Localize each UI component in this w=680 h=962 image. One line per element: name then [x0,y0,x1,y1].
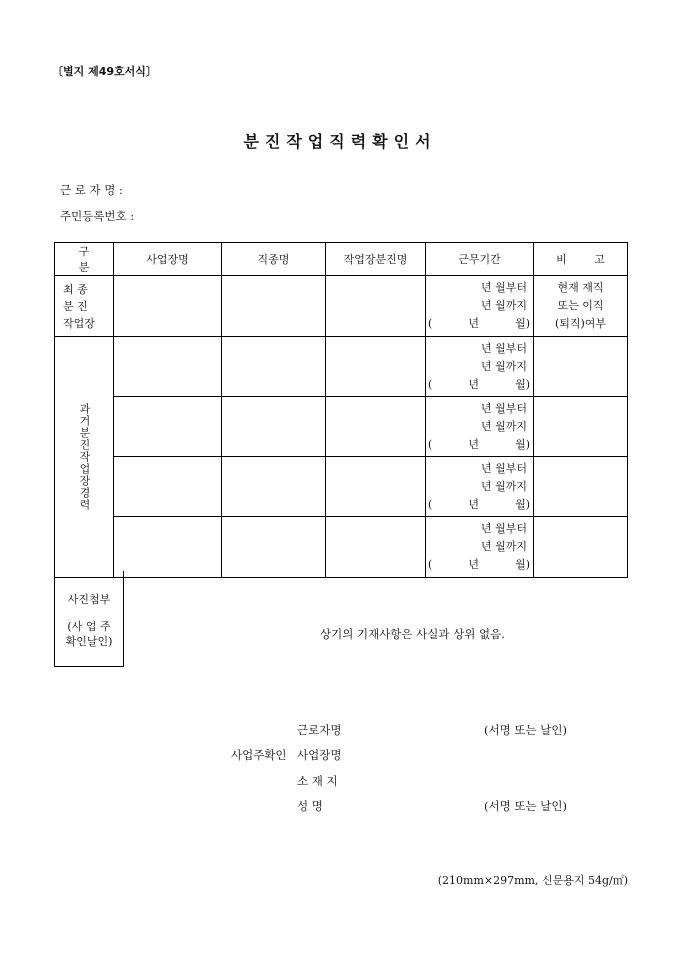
remarks-line: (퇴직)여부 [554,317,607,330]
address-label: 소 재 지 [297,774,338,788]
remarks-cell[interactable] [534,457,628,517]
dust-name-cell[interactable] [326,457,426,517]
period-from: 년 월부터 [480,341,527,355]
workplace-name-cell[interactable] [114,276,222,337]
work-period-cell[interactable] [426,457,534,517]
period-total: ( 년 월) [428,558,530,571]
job-type-cell[interactable] [222,397,326,457]
period-total: ( 년 월) [428,377,530,391]
form-number-label: 〔별지 제49호서식〕 [52,65,157,78]
table-row-recent [55,276,628,337]
header-work-period: 근무기간 [426,243,534,276]
remarks-recent-cell [534,276,628,337]
job-type-cell[interactable] [222,457,326,517]
confirmation-statement: 상기의 기재사항은 사실과 상위 없음. [320,627,505,641]
work-history-table [54,242,628,578]
photo-note [55,619,123,649]
work-period-cell[interactable] [426,517,534,578]
period-from: 년 월부터 [480,401,527,415]
header-dust-name: 작업장분진명 [326,243,426,276]
period-from: 년 월부터 [480,281,527,294]
workplace-name-cell[interactable] [114,457,222,517]
past-workplace-label [55,337,114,578]
workplace-name-cell[interactable] [114,517,222,578]
remarks-cell[interactable] [534,337,628,397]
period-total: ( 년 월) [428,497,530,511]
remarks-line: 또는 이직 [557,299,604,312]
job-type-cell[interactable] [222,337,326,397]
header-remarks: 비 고 [534,243,628,276]
header-job-type: 직종명 [222,243,326,276]
period-to: 년 월까지 [480,540,527,553]
job-type-cell[interactable] [222,276,326,337]
company-name-label: 사업장명 [297,748,342,762]
document-title: 분진작업직력확인서 [243,132,437,151]
employer-confirm-label: 사업주확인 [231,748,287,762]
dust-name-cell[interactable] [326,337,426,397]
dust-name-cell[interactable] [326,276,426,337]
period-from: 년 월부터 [480,522,527,535]
dust-name-cell[interactable] [326,397,426,457]
photo-attachment-box[interactable] [54,571,124,667]
table-header-row [55,243,628,276]
dust-name-cell[interactable] [326,517,426,578]
employer-signature-note[interactable]: (서명 또는 날인) [484,799,567,813]
remarks-line: 현재 재직 [557,281,604,294]
period-to: 년 월까지 [480,359,527,373]
name-label: 성 명 [297,799,323,813]
header-workplace-name: 사업장명 [114,243,222,276]
resident-number-field: 주민등록번호 : [60,209,135,223]
table-row-past [55,337,628,397]
period-total: ( 년 월) [428,437,530,451]
photo-note-line: (사 업 주 [67,620,111,633]
work-period-cell[interactable] [426,337,534,397]
job-type-cell[interactable] [222,517,326,578]
recent-label-line: 분 진 [63,299,88,313]
worker-signature-note[interactable]: (서명 또는 날인) [484,723,567,737]
workplace-name-cell[interactable] [114,337,222,397]
table-row-past [55,517,628,578]
period-from: 년 월부터 [480,461,527,475]
period-to: 년 월까지 [480,419,527,433]
photo-label: 사진첨부 [67,593,111,606]
work-period-cell[interactable] [426,397,534,457]
paper-spec-footer: (210mm×297mm, 신문용지 54g/㎡) [437,874,628,887]
period-total: ( 년 월) [428,317,530,330]
worker-name-field: 근 로 자 명 : [60,183,123,197]
remarks-cell[interactable] [534,517,628,578]
photo-note-line: 확인날인) [65,635,113,648]
header-category: 구 분 [55,243,114,276]
period-to: 년 월까지 [480,299,527,312]
recent-label-line: 작업장 [63,316,95,330]
table-row-past [55,397,628,457]
recent-workplace-label [55,276,114,337]
recent-label-line: 최 종 [63,282,88,296]
work-period-cell[interactable] [426,276,534,337]
table-row-past [55,457,628,517]
remarks-cell[interactable] [534,397,628,457]
past-label-text: 과거분진작업장경력 [78,403,91,511]
workplace-name-cell[interactable] [114,397,222,457]
worker-name-label: 근로자명 [297,723,342,737]
period-to: 년 월까지 [480,479,527,493]
